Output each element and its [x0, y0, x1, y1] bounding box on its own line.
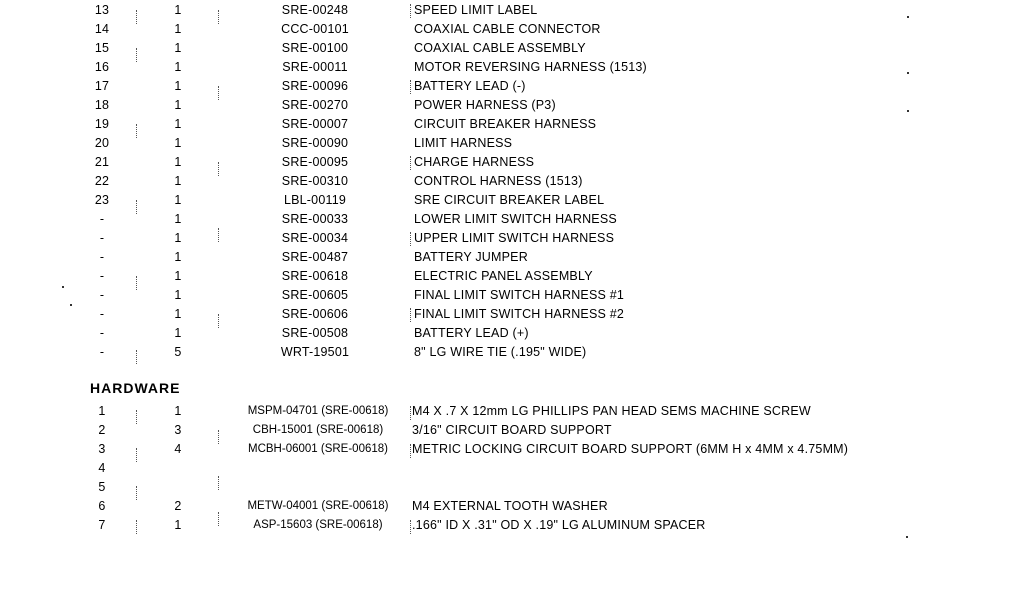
description: 3/16" CIRCUIT BOARD SUPPORT	[412, 423, 612, 437]
item-number: 20	[94, 136, 110, 150]
parts-row	[0, 210, 1024, 228]
item-number: 5	[98, 480, 106, 494]
part-number: SRE-00618	[281, 269, 349, 283]
item-number: -	[99, 212, 105, 226]
separator	[410, 156, 412, 170]
item-number: -	[99, 345, 105, 359]
quantity: 1	[174, 155, 182, 169]
part-number: SRE-00033	[281, 212, 349, 226]
separator	[136, 124, 138, 138]
item-number: 16	[94, 60, 110, 74]
quantity: 1	[174, 518, 182, 532]
item-number: 6	[98, 499, 106, 513]
description: COAXIAL CABLE ASSEMBLY	[414, 41, 586, 55]
quantity: 1	[174, 231, 182, 245]
part-number: METW-04001 (SRE-00618)	[247, 500, 389, 512]
part-number: SRE-00007	[281, 117, 349, 131]
quantity: 1	[174, 250, 182, 264]
item-number: 22	[94, 174, 110, 188]
part-number: SRE-00606	[281, 307, 349, 321]
separator	[218, 430, 220, 444]
parts-row	[0, 267, 1024, 285]
hardware-row	[0, 440, 1024, 458]
hardware-row	[0, 516, 1024, 534]
part-number: SRE-00605	[281, 288, 349, 302]
parts-row	[0, 305, 1024, 323]
description: BATTERY JUMPER	[414, 250, 528, 264]
separator	[218, 476, 220, 490]
part-number: MCBH-06001 (SRE-00618)	[248, 443, 388, 455]
quantity: 1	[174, 212, 182, 226]
item-number: 18	[94, 98, 110, 112]
part-number: SRE-00248	[281, 3, 349, 17]
separator	[136, 410, 138, 424]
parts-row	[0, 343, 1024, 361]
part-number: SRE-00508	[281, 326, 349, 340]
separator	[410, 80, 412, 94]
separator	[410, 444, 412, 458]
description: FINAL LIMIT SWITCH HARNESS #2	[414, 307, 625, 321]
description: BATTERY LEAD (-)	[414, 79, 526, 93]
separator	[410, 308, 412, 322]
separator	[218, 10, 220, 24]
item-number: 1	[98, 404, 106, 418]
hardware-row	[0, 402, 1024, 420]
parts-row	[0, 191, 1024, 209]
part-number: SRE-00090	[281, 136, 349, 150]
item-number: 19	[94, 117, 110, 131]
hardware-row	[0, 478, 1024, 496]
item-number: 2	[98, 423, 106, 437]
hardware-row	[0, 497, 1024, 515]
item-number: 7	[98, 518, 106, 532]
separator	[136, 48, 138, 62]
speck	[70, 304, 72, 306]
parts-row	[0, 324, 1024, 342]
description: MOTOR REVERSING HARNESS (1513)	[414, 60, 647, 74]
separator	[410, 406, 412, 420]
description: CHARGE HARNESS	[414, 155, 535, 169]
quantity: 1	[174, 269, 182, 283]
quantity: 1	[174, 117, 182, 131]
item-number: 21	[94, 155, 110, 169]
parts-row	[0, 153, 1024, 171]
part-number: SRE-00096	[281, 79, 349, 93]
separator	[410, 232, 412, 246]
part-number: SRE-00011	[282, 60, 348, 74]
quantity: 3	[174, 423, 182, 437]
part-number: MSPM-04701 (SRE-00618)	[247, 405, 389, 417]
description: M4 X .7 X 12mm LG PHILLIPS PAN HEAD SEMS MACHINE SCREW	[412, 404, 811, 418]
separator	[410, 4, 412, 18]
separator	[218, 162, 220, 176]
item-number: -	[99, 326, 105, 340]
quantity: 1	[174, 3, 182, 17]
item-number: 17	[94, 79, 110, 93]
description: LIMIT HARNESS	[414, 136, 513, 150]
part-number: SRE-00034	[281, 231, 349, 245]
part-number: SRE-00095	[281, 155, 349, 169]
part-number: SRE-00310	[281, 174, 349, 188]
part-number: WRT-19501	[280, 345, 350, 359]
parts-row	[0, 39, 1024, 57]
description: .166" ID X .31" OD X .19" LG ALUMINUM SPACER	[412, 518, 706, 532]
quantity: 4	[174, 442, 182, 456]
part-number: CCC-00101	[281, 22, 349, 36]
part-number: LBL-00119	[283, 193, 347, 207]
parts-row	[0, 58, 1024, 76]
item-number: -	[99, 288, 105, 302]
item-number: -	[99, 269, 105, 283]
item-number: -	[99, 231, 105, 245]
item-number: 15	[94, 41, 110, 55]
quantity: 1	[174, 404, 182, 418]
hardware-row	[0, 421, 1024, 439]
parts-row	[0, 229, 1024, 247]
quantity: 1	[174, 288, 182, 302]
item-number: 4	[98, 461, 106, 475]
quantity: 5	[174, 345, 182, 359]
description: ELECTRIC PANEL ASSEMBLY	[414, 269, 593, 283]
parts-row	[0, 172, 1024, 190]
parts-row	[0, 134, 1024, 152]
parts-row	[0, 248, 1024, 266]
separator	[136, 10, 138, 24]
item-number: 3	[98, 442, 106, 456]
speck	[907, 110, 909, 112]
description: LOWER LIMIT SWITCH HARNESS	[414, 212, 617, 226]
item-number: 23	[94, 193, 110, 207]
quantity: 1	[174, 79, 182, 93]
description: COAXIAL CABLE CONNECTOR	[414, 22, 601, 36]
description: FINAL LIMIT SWITCH HARNESS #1	[414, 288, 625, 302]
speck	[907, 72, 909, 74]
description: UPPER LIMIT SWITCH HARNESS	[414, 231, 615, 245]
separator	[136, 520, 138, 534]
description: 8" LG WIRE TIE (.195" WIDE)	[414, 345, 587, 359]
quantity: 1	[174, 41, 182, 55]
separator	[218, 228, 220, 242]
hardware-heading: HARDWARE	[90, 380, 181, 396]
quantity: 1	[174, 193, 182, 207]
item-number: -	[99, 250, 105, 264]
description: METRIC LOCKING CIRCUIT BOARD SUPPORT (6MM H x 4MM x 4.75MM)	[412, 442, 849, 456]
separator	[136, 200, 138, 214]
speck	[906, 536, 908, 538]
separator	[136, 448, 138, 462]
parts-row	[0, 20, 1024, 38]
item-number: 14	[94, 22, 110, 36]
parts-row	[0, 77, 1024, 95]
part-number: ASP-15603 (SRE-00618)	[253, 519, 383, 531]
separator	[136, 486, 138, 500]
parts-row	[0, 96, 1024, 114]
parts-row	[0, 1, 1024, 19]
item-number: 13	[94, 3, 110, 17]
separator	[218, 86, 220, 100]
parts-row	[0, 286, 1024, 304]
parts-row	[0, 115, 1024, 133]
description: M4 EXTERNAL TOOTH WASHER	[412, 499, 608, 513]
separator	[218, 314, 220, 328]
separator	[136, 276, 138, 290]
quantity: 1	[174, 326, 182, 340]
speck	[907, 16, 909, 18]
quantity: 1	[174, 307, 182, 321]
description: CIRCUIT BREAKER HARNESS	[414, 117, 597, 131]
part-number: SRE-00270	[281, 98, 349, 112]
separator	[136, 350, 138, 364]
description: POWER HARNESS (P3)	[414, 98, 556, 112]
quantity: 1	[174, 136, 182, 150]
speck	[62, 286, 64, 288]
quantity: 2	[174, 499, 182, 513]
hardware-row	[0, 459, 1024, 477]
description: SPEED LIMIT LABEL	[414, 3, 538, 17]
separator	[410, 520, 412, 534]
part-number: CBH-15001 (SRE-00618)	[252, 424, 384, 436]
quantity: 1	[174, 60, 182, 74]
separator	[218, 512, 220, 526]
description: CONTROL HARNESS (1513)	[414, 174, 583, 188]
quantity: 1	[174, 174, 182, 188]
quantity: 1	[174, 98, 182, 112]
part-number: SRE-00100	[281, 41, 349, 55]
description: SRE CIRCUIT BREAKER LABEL	[414, 193, 605, 207]
description: BATTERY LEAD (+)	[414, 326, 529, 340]
item-number: -	[99, 307, 105, 321]
part-number: SRE-00487	[281, 250, 349, 264]
quantity: 1	[174, 22, 182, 36]
